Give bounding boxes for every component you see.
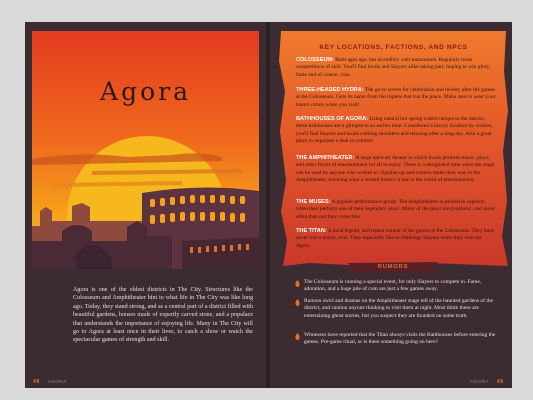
flame-icon — [295, 333, 300, 340]
entry-amphitheater: THE AMPHITHEATER: A large open-air theater in which locals perform music, plays, and other forms of entertainment for all to enjoy. There is a designated time when the stage can be used by anyone who wishes to. Opaline up-and-comers make their way to the Amphitheater, knowing what a storied history it has in the world of entertainment. — [296, 155, 495, 183]
district-title: Agora — [100, 77, 191, 106]
page-number: 48 — [33, 379, 40, 385]
rumors-heading: RUMORS — [377, 264, 409, 270]
key-locations-heading: KEY LOCATIONS, FACTIONS, AND NPCS — [319, 44, 468, 51]
entry-bathhouses: BATHHOUSES OF AGORA: Using natural hot spring waters unique to the district, these bathhouses are a glimpse to an earlier time. Considered a luxury location by visitors, you'll find Slayers and locals rubbing shoulders and relaxing after a long day. Also a great place to negotiate a deal in comfort. — [296, 116, 493, 144]
entry-three-headed-hydra: THREE-HEADED HYDRA: The go-to tavern for celebration and revelry after the games at the Colosseum. Gets its name from the triplets that run the place. Make sure to wear your team's colors when you visit! — [296, 87, 496, 108]
entry-colosseum: COLOSSEUM: Built ages ago, but incredibly well maintained. Regularly hosts competitions of skill. You'll find locals and Slayers alike taking part, hoping to win glory, fame and of course, coin. — [296, 57, 491, 78]
page-number: 49 — [496, 379, 504, 385]
rumor-item: Rumors swirl and dramas on the Amphitheater stage tell of the haunted gardens of the district, and caution anyone thinking to visit them at night. Most think these are entertaining ghost stories, but you suspect they are founded on some truth. — [304, 298, 494, 319]
folio-label: AGORA — [47, 379, 67, 384]
entry-the-titan: THE TITAN: A local legend, and repeat winner of the games at the Colosseum. They have never lost a match, ever. They especially like to challenge Slayers when they visit the Agora. — [296, 228, 495, 249]
right-folio — [470, 379, 504, 385]
district-intro-paragraph: Agora is one of the oldest districts in The City. Structures like the Colosseum and Amphitheater hint to what life in The City was like long ago. Today, they stand strong, and as a central part of a district filled with beautiful gardens, houses made of expertly carved stone, and a populace that understands the importance of enjoying life. Many in The City will go to Agora at least once in their lives, to catch a show or watch the spectacular games of strength and skill. — [73, 287, 253, 344]
flame-icon — [295, 280, 300, 287]
folio-label: AGORA — [470, 379, 490, 384]
agora-sunset-illustration — [32, 31, 259, 277]
rumor-item: Witnesses have reported that the Titan always visits the Bathhouses before entering the games. Pre-game ritual, or is there something going on here? — [304, 332, 496, 346]
entry-the-muses: THE MUSES: A popular performance group. The Amphitheater is packed to capacity when they perform one of their legendary plays. Many of the plays are prophetic, and more often than not they come true. — [296, 199, 495, 220]
left-folio — [33, 379, 67, 385]
flame-icon — [295, 299, 300, 306]
rumor-item: The Colosseum is running a special event, for only Slayers to compete in. Fame, adoration, and a huge pile of coin are just a few games away. — [304, 279, 482, 293]
